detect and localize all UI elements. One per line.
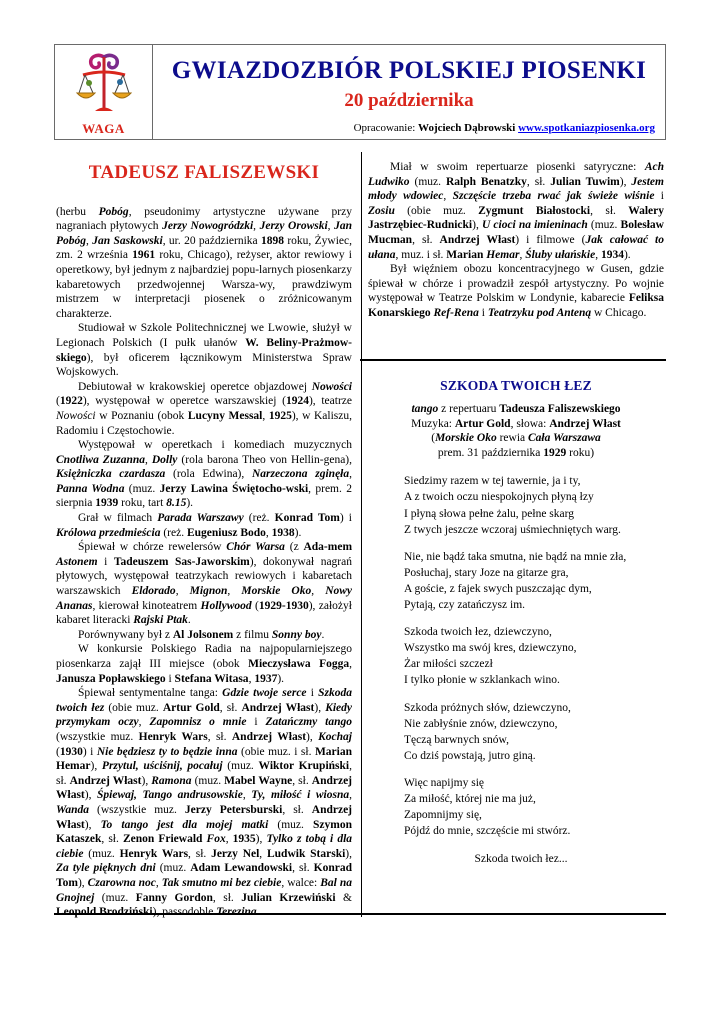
text-run: , sł. <box>212 891 242 904</box>
text-run: , sł. <box>219 701 242 714</box>
text-run: , <box>349 789 352 802</box>
text-run: Julian Tuwim <box>550 175 620 188</box>
text-run: ) i <box>339 512 352 525</box>
lyric-line: Siedzimy razem w tej tawernie, ja i ty, <box>404 475 581 488</box>
bio-paragraph <box>56 511 352 540</box>
text-run: Śpiewał w chórze rewelersów <box>78 541 227 554</box>
lyric-line: Nie, nie bądź taka smutna, nie bądź na mnie zła, <box>404 550 627 563</box>
text-run: Zosiu <box>368 204 395 217</box>
text-run: ), <box>255 833 267 846</box>
text-run: , <box>225 833 233 846</box>
text-run: Andrzej Włast <box>549 417 621 430</box>
lyric-line: Posłuchaj, stary Joze na gitarze gra, <box>404 566 569 579</box>
text-run: 1924 <box>285 395 309 408</box>
text-run: (wszystkie muz. <box>56 730 139 743</box>
text-run: , <box>175 585 190 598</box>
text-run: Jerzy Nowogródzki <box>162 220 254 233</box>
bio-paragraph <box>56 540 352 628</box>
text-run: Mieczysława Fogga <box>248 658 350 670</box>
text-run: Ref-Rena <box>433 306 479 319</box>
text-run: ) i <box>82 745 97 758</box>
text-run: ), <box>472 219 482 232</box>
text-run: 1922 <box>59 395 83 408</box>
text-run: , <box>242 789 252 802</box>
text-run: Jan Pobóg <box>56 220 352 247</box>
page-date: 20 października <box>344 90 474 111</box>
credit-line <box>153 122 655 134</box>
text-run: Eugeniusz Bodo <box>186 526 266 539</box>
text-run: Pobóg <box>98 205 129 218</box>
text-run: , <box>248 672 255 685</box>
stanza <box>404 624 664 688</box>
text-run: , <box>145 453 152 466</box>
lyric-line: I płyną słowa pełne żalu, pełne skarg <box>404 507 574 520</box>
text-run: (muz. <box>222 760 259 773</box>
text-run: tango <box>411 403 439 415</box>
text-run: , <box>253 220 260 233</box>
text-run: Walery Jastrzębiec-Rudnicki <box>368 204 664 232</box>
text-run: ). <box>277 672 285 685</box>
credit-prefix: Opracowanie: <box>353 122 419 134</box>
text-run: Cnotliwa Zuzanna <box>56 453 145 466</box>
text-run: (muz. <box>587 219 621 232</box>
text-run: ), teatrze <box>308 395 353 408</box>
bio-paragraph <box>56 438 352 511</box>
text-run: , <box>349 468 352 481</box>
text-run: Grał w filmach <box>78 512 158 525</box>
bio-paragraph <box>56 686 352 920</box>
text-run: Astonem <box>56 555 98 568</box>
song-title: SZKODA TWOICH ŁEZ <box>440 378 592 393</box>
text-run: Zapomnisz o mnie <box>149 716 247 729</box>
bio-paragraph <box>368 262 664 320</box>
text-run: Hemar <box>486 248 520 261</box>
text-run: Ramona <box>151 774 192 787</box>
text-run: Panna Wodna <box>56 482 125 495</box>
song-lyrics <box>368 473 664 839</box>
text-run: Śluby ułańskie <box>525 248 596 261</box>
text-run: 1939 <box>95 497 119 510</box>
lyric-line: Pytają, czy zatańczysz im. <box>404 599 526 612</box>
page-title: GWIAZDOZBIÓR POLSKIEJ PIOSENKI <box>171 57 647 84</box>
text-run: , <box>227 585 242 598</box>
text-run: Wanda <box>56 803 90 816</box>
text-run: Konrad Tom <box>56 862 352 889</box>
biography-column <box>56 160 352 920</box>
text-run: (rola barona Theo von Hellin-gena), <box>177 453 352 466</box>
credit-author: Wojciech Dąbrowski <box>418 122 516 134</box>
text-run: Tadeusza Faliszewskiego <box>499 403 621 415</box>
text-run: 1938 <box>271 526 295 539</box>
text-run: , sł. <box>292 774 312 787</box>
bio-paragraph <box>56 380 352 438</box>
text-run: Ach Ludwiko <box>368 161 664 188</box>
song-meta-line <box>368 446 664 461</box>
text-run: ), założył kabaret literacki <box>56 599 352 627</box>
text-run: z filmu <box>233 628 272 641</box>
bio-paragraph <box>56 321 352 379</box>
lyric-line: Pójdź do mnie, szczęście mi stwórz. <box>404 825 571 838</box>
text-run: Artur Gold <box>162 701 220 714</box>
text-run: i <box>306 687 319 700</box>
text-run: , muz. i sł. <box>395 248 447 261</box>
text-run: Andrzej Włast <box>231 730 307 743</box>
text-run: roku, Chicago), reżyser, aktor rewiowy i operetkowy, był jednym z najbardziej popu-larnych piosenkarzy kabaretowych przedwojennej Warsza-wy, prawdziwym mistrzem w interpretacji piosenek o zróżnicowanym charakterze. <box>56 249 352 320</box>
lyric-line: Nie zabłyśnie znów, dziewczyno, <box>404 717 558 730</box>
text-run: Bal na Gnojnej <box>56 876 353 904</box>
text-run: (z <box>284 541 304 554</box>
text-run: 1937 <box>254 672 278 685</box>
text-run: ), był oficerem łącznikowym Ministerstwa Spraw Wojskowych. <box>56 351 352 379</box>
text-run: (obie muz. <box>394 204 479 217</box>
text-run: i <box>478 306 488 319</box>
text-run: Nowy Ananas <box>56 585 353 612</box>
text-run: Przytul, uściśnij, pocałuj <box>101 760 223 773</box>
lyric-line: Żar miłości szczezł <box>404 658 493 671</box>
text-run: Adam Lewandowski <box>190 862 293 875</box>
text-run: Księżniczka czardasza <box>56 468 166 481</box>
text-run: Andrzej Włast <box>56 774 353 802</box>
text-run: (obie muz. <box>104 701 163 714</box>
text-run: Andrzej Włast <box>69 774 142 787</box>
text-run: ), <box>619 175 632 188</box>
text-run: Chór Warsa <box>226 541 285 554</box>
text-run: ( <box>251 599 259 612</box>
text-run: ( <box>56 745 60 758</box>
text-run: Jan Saskowski <box>92 234 163 247</box>
text-run: Narzeczona zginęła <box>251 468 350 481</box>
text-run: Jerzy Nel <box>211 847 260 860</box>
song-outro: Szkoda twoich łez... <box>474 853 568 866</box>
text-run: Występował w operetkach i komediach muzycznych <box>78 439 352 452</box>
text-run: , pseudonimy artystyczne używane przy nagraniach płytowych <box>56 205 352 233</box>
text-run: ), w Kaliszu, Radomiu i Częstochowie. <box>56 409 352 437</box>
text-run: ), <box>345 847 353 860</box>
lyric-line: Za miłość, której nie ma już, <box>404 792 536 805</box>
text-run: Sonny boy <box>271 628 322 641</box>
text-run: (reż. <box>243 512 275 525</box>
text-run: Andrzej Włast <box>241 701 315 714</box>
lyric-line: A goście, z fajek swych puszczając dym, <box>404 582 592 595</box>
text-run: (obie muz. i sł. <box>237 745 315 758</box>
text-run: , <box>443 190 453 203</box>
text-run: Ralph Benatzky <box>445 175 527 188</box>
text-run: Konrad Tom <box>274 512 340 525</box>
text-run: , <box>262 409 269 422</box>
text-run: Henryk Wars <box>119 847 189 860</box>
text-run: . <box>256 906 260 919</box>
text-run: Nie będziesz ty to będzie inna <box>96 745 238 758</box>
text-run: To tango jest dla mojej matki <box>100 818 269 831</box>
text-run: Miał w swoim repertuarze piosenki satyryczne: <box>390 161 645 173</box>
text-run: , <box>519 248 526 261</box>
lyric-line: Z twych jeszcze wczoraj uśmiechniętych warg. <box>404 523 621 536</box>
text-run: U cioci na imieninach <box>481 219 588 232</box>
song-meta-line <box>368 402 664 417</box>
text-run: Tylko z tobą i dla ciebie <box>56 833 353 860</box>
text-run: & <box>335 891 352 904</box>
text-run: ), <box>141 774 152 787</box>
text-run: Ada-mem <box>303 541 353 554</box>
text-run: 1929-1930 <box>258 599 309 612</box>
text-run: ). <box>186 497 194 510</box>
text-run: Andrzej Włast <box>56 803 353 831</box>
text-run: , kierował kinoteatrem <box>92 599 201 612</box>
text-run: ), <box>90 760 102 773</box>
text-run: (muz. <box>191 774 225 787</box>
text-run: Al Jolsonem <box>172 628 234 641</box>
bio-paragraph <box>56 628 352 643</box>
text-run: (herbu <box>56 205 99 218</box>
text-run: z repertuaru <box>438 403 500 415</box>
text-run: Studiował w Szkole Politechnicznej we Lwowie, służył w Legionach Polskich (I pułk ułanów <box>56 322 352 349</box>
stanza <box>404 775 664 839</box>
text-run: Muzyka: <box>411 417 455 430</box>
text-run: , sł. <box>590 204 629 217</box>
website-link[interactable]: www.spotkaniazpiosenka.org <box>518 122 655 134</box>
text-run: Rajski Ptak <box>133 614 188 627</box>
text-run: ). <box>294 526 302 539</box>
text-run: 1935 <box>232 833 256 846</box>
logo-panel <box>55 45 153 139</box>
text-run: (wszystkie muz. <box>89 803 185 816</box>
text-run: Bolesław Mucman <box>368 219 664 246</box>
text-run: Wiktor Krupiński <box>258 760 350 773</box>
text-run: Morskie Oko <box>241 585 312 598</box>
stanza <box>404 549 664 613</box>
text-run: Kiedy przymykam oczy <box>56 701 353 729</box>
text-run: 1930 <box>59 745 83 758</box>
text-run: rewia <box>496 432 529 445</box>
text-run: ), występował w operetce warszawskiej ( <box>82 395 286 408</box>
lyric-line: I tylko płonie w szklankach wino. <box>404 674 560 687</box>
text-run: i <box>654 190 664 203</box>
text-run: Tak smutno mi bez ciebie <box>161 876 282 889</box>
text-run: Szkoda twoich łez <box>56 687 352 714</box>
text-run: i <box>165 672 175 685</box>
text-run: Mabel Wayne <box>224 774 293 787</box>
text-run: Stefana Witasa <box>174 672 249 685</box>
text-run: Czarowna noc <box>87 876 156 889</box>
text-run: Zatańczmy tango <box>265 716 353 729</box>
text-run: (reż. <box>160 526 187 539</box>
text-run: ), <box>84 789 97 802</box>
text-run: , <box>595 248 601 261</box>
text-run: ), <box>84 818 101 831</box>
text-run: Nowości <box>311 380 352 393</box>
text-run: , walce: <box>281 876 321 889</box>
text-run: Lucyny Messal <box>187 409 263 422</box>
text-run: , sł. <box>412 233 440 246</box>
text-run: 1898 <box>261 234 284 247</box>
text-run: Marian <box>446 248 484 261</box>
text-run: i <box>246 716 266 729</box>
header-box <box>54 44 666 140</box>
text-run: Jerzy Lawina Świętocho-wski <box>159 482 309 495</box>
text-run: Morskie Oko <box>435 432 497 445</box>
text-run: Gdzie twoje serce <box>222 687 307 700</box>
song-meta-line <box>368 417 664 432</box>
text-run: , prem. 2 sierpnia <box>56 482 352 510</box>
text-run: . <box>187 614 191 627</box>
logo-label: WAGA <box>82 121 125 136</box>
text-run: Marian Hemar <box>56 745 353 773</box>
text-run: prem. 31 października <box>437 446 544 459</box>
text-run: w Poznaniu (obok <box>95 409 188 422</box>
text-run: , <box>327 220 335 233</box>
text-run: ), dokonywał nagrań płytowych, występował teatrzykach rewiowych i kabaretach warszawskich <box>56 555 352 598</box>
text-run: Ludwik Starski <box>266 847 346 860</box>
text-run: , <box>265 526 272 539</box>
text-run: 1929 <box>543 446 567 459</box>
text-run: , <box>138 716 150 729</box>
stanza <box>404 473 664 537</box>
text-run: (rola Edwina), <box>165 468 252 481</box>
text-run: roku) <box>566 446 595 459</box>
text-run: Teatrzyku pod Anteną <box>487 306 592 319</box>
text-run: Parada Warszawy <box>157 512 244 525</box>
text-run: (muz. <box>94 891 136 904</box>
text-run: Ty, miłość i wiosna <box>251 789 350 802</box>
column-divider <box>361 152 362 917</box>
text-run: Jestem młody wdowiec <box>368 175 664 203</box>
text-run: Eldorado <box>131 585 176 598</box>
lyric-line: Szkoda próżnych słów, dziewczyno, <box>404 701 571 714</box>
text-run: , <box>311 585 326 598</box>
text-run: Tadeuszem Sas-Jaworskim <box>113 555 250 568</box>
biography-continuation <box>368 160 664 321</box>
text-run: Dolly <box>151 453 178 466</box>
text-run: Fanny Gordon <box>135 891 213 904</box>
text-run: ), passodoble <box>152 906 217 919</box>
stanza <box>404 700 664 764</box>
lyric-line: A z twoich oczu niespokojnych płyną łzy <box>404 491 594 504</box>
libra-scales-icon <box>75 51 133 119</box>
text-run: Szymon Kataszek <box>56 818 352 846</box>
text-run: Zygmunt Białostocki <box>478 204 591 217</box>
text-run: 1925 <box>268 409 292 422</box>
text-run: ), <box>306 730 319 743</box>
text-run: ( <box>56 395 60 408</box>
text-run: , sł. <box>282 803 312 816</box>
lyric-line: Więc napijmy się <box>404 776 485 789</box>
text-run: Za tyle pięknych dni <box>56 862 156 875</box>
text-run: , ur. 20 października <box>162 234 261 247</box>
text-run: ), <box>77 876 88 889</box>
bio-paragraph <box>56 205 352 322</box>
text-run: Jerzy Orowski <box>259 220 328 233</box>
text-run: (muz. <box>409 175 446 188</box>
song-meta-line <box>368 431 664 446</box>
text-run: Porównywany był z <box>78 628 173 641</box>
text-run: W konkursie Polskiego Radia na najpopularniejszego piosenkarza zajął III miejsce (obok <box>56 643 352 670</box>
artist-name: TADEUSZ FALISZEWSKI <box>88 162 320 183</box>
text-run: Leopold Brodziński <box>56 906 153 919</box>
text-run: , sł. <box>526 175 551 188</box>
lyric-line: Zapomnijmy się, <box>404 809 482 822</box>
text-run: Śpiewaj, Tango andrusowskie <box>97 789 243 802</box>
text-run: Królowa przedmieścia <box>56 526 161 539</box>
text-run: ), <box>314 701 326 714</box>
text-run: , sł. <box>207 730 232 743</box>
text-run: W. Beliny-Prażmow-skiego <box>56 336 352 364</box>
lyric-line: Co dziś powstają, jutro giną. <box>404 749 536 762</box>
text-run: , <box>349 658 352 670</box>
text-run: Terezina <box>216 906 257 919</box>
text-run: , słowa: <box>510 417 550 430</box>
text-run: Szczęście trzeba rwać jak świeże wiśnie <box>452 190 655 203</box>
text-run: Hollywood <box>200 599 252 612</box>
text-run: (muz. <box>83 847 120 860</box>
text-run: , <box>259 847 267 860</box>
lyric-line: Tęczą barwnych snów, <box>404 733 509 746</box>
text-run: i <box>97 555 114 568</box>
text-run: Cała Warszawa <box>528 432 601 445</box>
text-run: 1934 <box>600 248 624 261</box>
text-run: Mignon <box>189 585 228 598</box>
text-run: Jak całować to ułana <box>368 233 664 261</box>
text-run: 8.15 <box>166 497 187 510</box>
text-run: (muz. <box>268 818 314 831</box>
text-run: , sł. <box>56 760 352 787</box>
text-run: Fox <box>206 833 226 846</box>
text-run: Był więźniem obozu koncentracyjnego w Gusen, gdzie śpiewał w chórze i prowadził zespół artystyczny. Po wojnie występował w Teatrze Polskim w Londynie, kabarecie <box>368 263 664 305</box>
text-run: Julian Krzewiński <box>241 891 336 904</box>
text-run: , sł. <box>188 847 212 860</box>
text-run: roku, tart <box>118 497 167 510</box>
text-run: Artur Gold <box>454 417 511 430</box>
text-run: , sł. <box>101 833 123 846</box>
bio-paragraph <box>368 160 664 262</box>
text-run: roku, Żywiec, zm. 2 września <box>56 234 352 262</box>
text-run: Nowości <box>56 409 96 422</box>
text-run: ). <box>623 248 631 261</box>
lyric-line: Szkoda twoich łez, dziewczyno, <box>404 626 552 639</box>
text-run: Zenon Friewald <box>122 833 203 846</box>
text-run: 1961 <box>132 249 156 262</box>
text-run: . <box>321 628 325 641</box>
text-run: , <box>86 234 93 247</box>
text-run: (muz. <box>155 862 191 875</box>
text-run: Jerzy Petersburski <box>184 803 283 816</box>
text-run: , <box>155 876 162 889</box>
text-run: Henryk Wars <box>138 730 208 743</box>
text-run: Śpiewał sentymentalne tanga: <box>78 687 223 700</box>
text-run: ( <box>431 432 436 445</box>
text-run: Andrzej Włast <box>439 233 516 246</box>
song-meta <box>368 402 664 460</box>
text-run: ) i filmowe ( <box>515 233 586 246</box>
song-section-divider <box>360 359 666 361</box>
text-run: w Chicago. <box>591 306 647 319</box>
lyric-line: Wszystko ma swój kres, dziewczyno, <box>404 642 577 655</box>
text-run: Feliksa Konarskiego <box>368 292 664 319</box>
text-run: Janusza Popławskiego <box>56 672 166 685</box>
bio-paragraph <box>56 642 352 686</box>
song-section <box>368 378 664 865</box>
text-run: , sł. <box>292 862 314 875</box>
text-run: (muz. <box>124 482 160 495</box>
text-run: Debiutował w krakowskiej operetce objazdowej <box>78 380 312 393</box>
text-run: Kochaj <box>318 730 353 743</box>
